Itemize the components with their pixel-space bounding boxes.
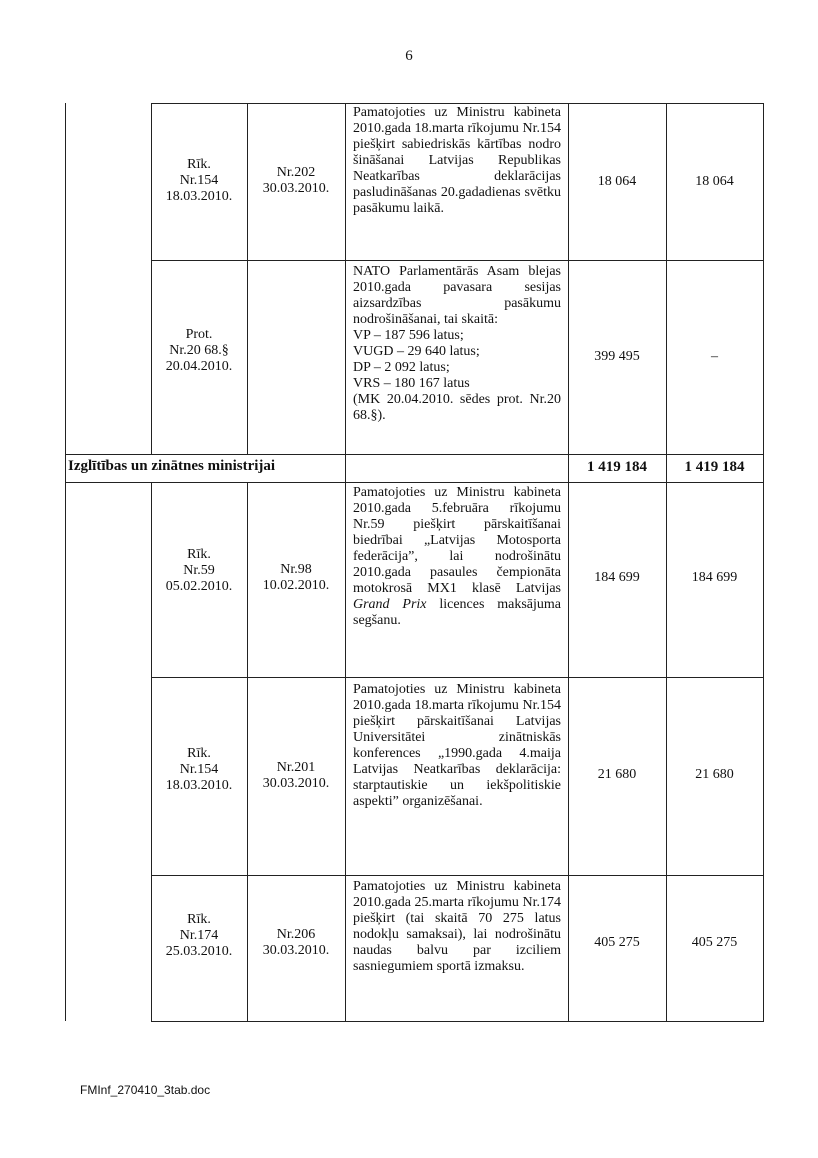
amount-allocated: 184 699 <box>594 570 640 585</box>
amount-transferred: 21 680 <box>695 767 734 782</box>
footer-filename: FMInf_270410_3tab.doc <box>80 1083 211 1097</box>
amount-allocated: 405 275 <box>594 935 640 950</box>
ministry-name: Izglītības un zinātnes ministrijai <box>68 458 276 474</box>
order-number: Nr.98 10.02.2010. <box>262 562 330 593</box>
decree-ref: Rīk. Nr.174 25.03.2010. <box>165 912 233 959</box>
amount-allocated: 21 680 <box>597 767 637 782</box>
order-number: Nr.201 30.03.2010. <box>262 760 330 791</box>
amount-transferred: 184 699 <box>691 570 738 585</box>
description-text: Pamatojoties uz Ministru kabineta 2010.gada 5.februāra rīkojumu Nr.59 piešķirt pārskaitīšanai biedrībai „Latvijas Motosporta federācija”, lai nodrošinātu 2010.gada pasaules čempionāta motokrosā MX1 klasē Latvijas <box>353 485 561 596</box>
amount-allocated: 18 064 <box>597 174 637 189</box>
description: Pamatojoties uz Ministru kabineta 2010.gada 18.marta rīkojumu Nr.154 piešķirt sabiedriskās kārtības nodro šināšanai Latvijas Republikas Neatkarības deklarācijas pasludināšanas 20.gadadienas svētku pasākumu laikā. <box>353 105 561 216</box>
order-number: Nr.206 30.03.2010. <box>262 927 330 958</box>
amount-allocated: 399 495 <box>594 349 640 364</box>
description-italic: Grand Prix <box>353 597 427 612</box>
amount-transferred: 405 275 <box>691 935 738 950</box>
description: Pamatojoties uz Ministru kabineta 2010.gada 25.marta rīkojumu Nr.174 piešķirt (tai skaitā 70 275 latus nodokļu samaksai), lai nodrošinātu naudas balvu par izciliem sasniegumiem sportā izmaksu. <box>353 879 561 974</box>
ministry-amount-allocated: 1 419 184 <box>587 459 647 475</box>
amount-transferred: 18 064 <box>695 174 734 189</box>
description-text-end: licences maksājuma segšanu. <box>353 597 561 628</box>
description <box>353 485 561 629</box>
amount-transferred: – <box>711 349 718 364</box>
order-number: Nr.202 30.03.2010. <box>262 165 330 196</box>
ministry-amount-transferred: 1 419 184 <box>684 459 745 475</box>
page-number: 6 <box>405 48 413 64</box>
decree-ref: Rīk. Nr.154 18.03.2010. <box>165 746 233 793</box>
description: Pamatojoties uz Ministru kabineta 2010.gada 18.marta rīkojumu Nr.154 piešķirt pārskaitīšanai Latvijas Universitātei zinātniskās konferences „1990.gada 4.maija Latvijas Neatkarības deklarācija: starptautiskie un iekšpolitiskie aspekti” organizēšanai. <box>353 682 561 809</box>
description: NATO Parlamentārās Asam blejas 2010.gada pavasara sesijas aizsardzības pasākumu nodrošināšanai, tai skaitā: VP – 187 596 latus; VUGD – 29 640 latus; DP – 2 092 latus; VRS – 180 167 latus (MK 20.04.2010. sēdes prot. Nr.20 68.§). <box>353 264 561 423</box>
decree-ref: Prot. Nr.20 68.§ 20.04.2010. <box>165 327 233 374</box>
decree-ref: Rīk. Nr.59 05.02.2010. <box>165 547 233 594</box>
decree-ref: Rīk. Nr.154 18.03.2010. <box>165 157 233 204</box>
